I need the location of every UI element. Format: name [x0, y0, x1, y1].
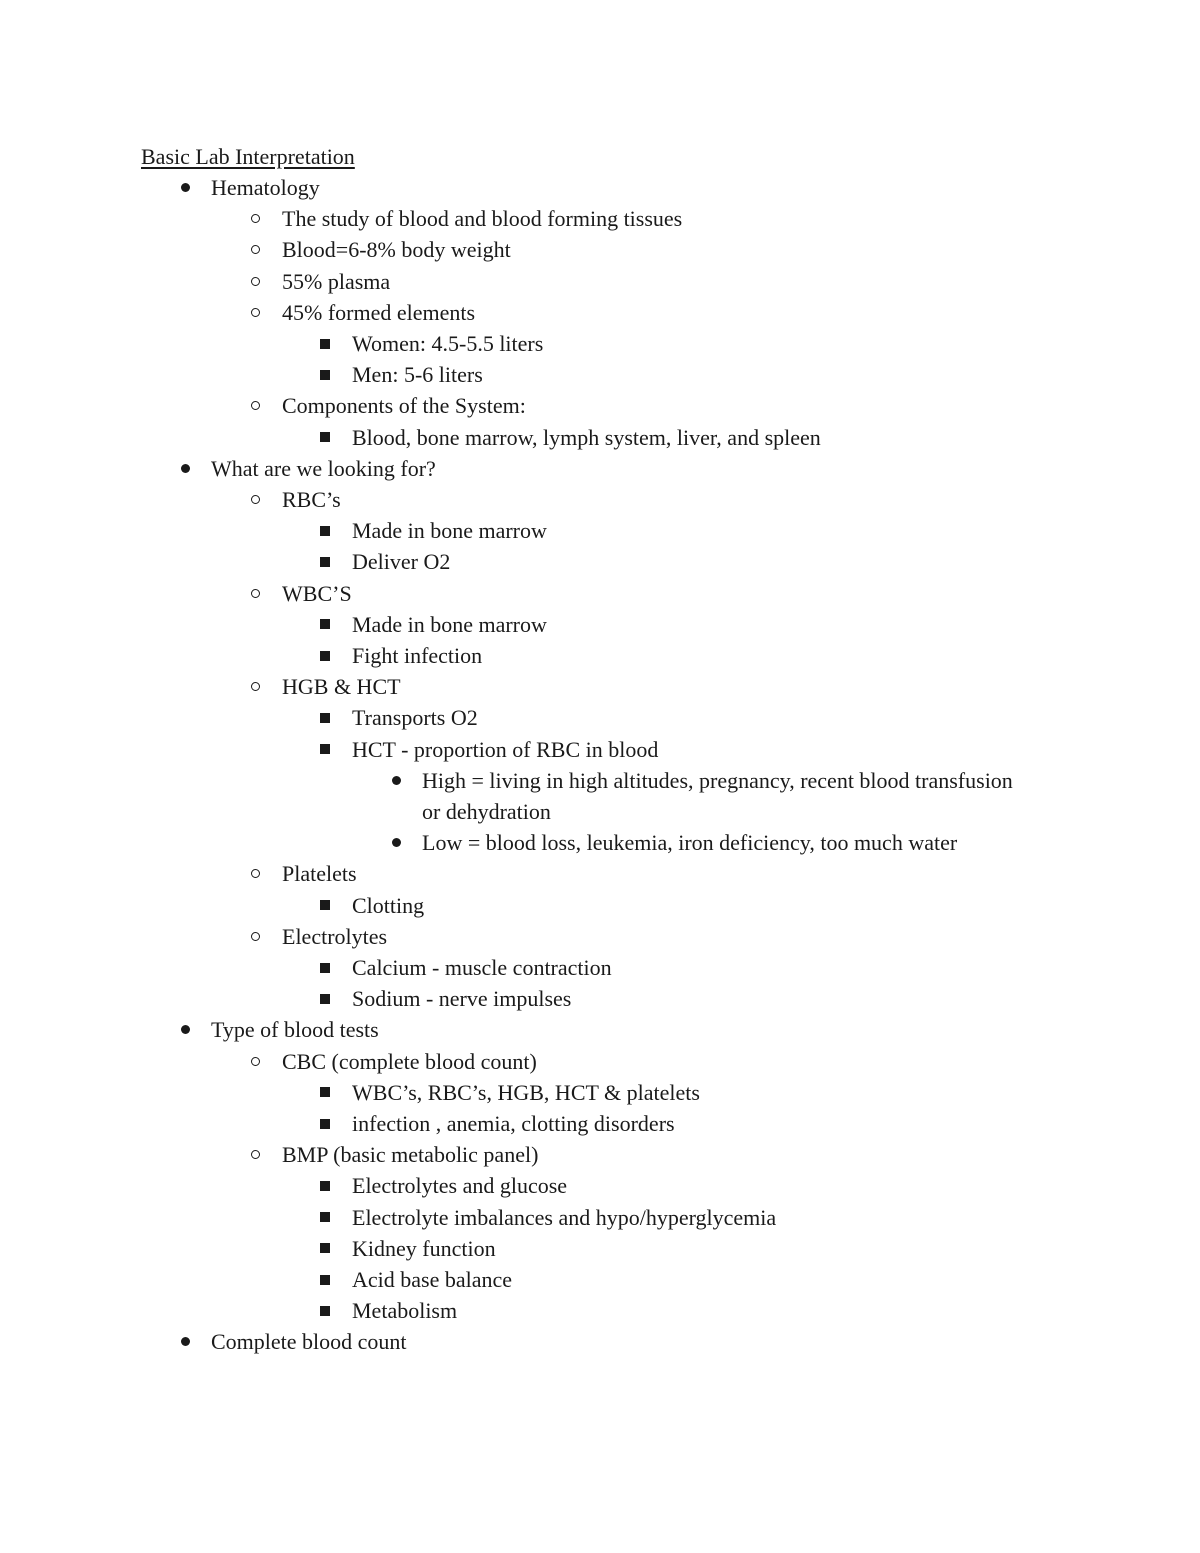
circle-bullet-icon — [243, 1139, 267, 1170]
square-bullet-icon — [313, 515, 337, 546]
square-bullet-icon — [313, 890, 337, 921]
outline-item-text: Complete blood count — [211, 1329, 407, 1355]
outline-item-text: Clotting — [352, 892, 425, 918]
circle-bullet-icon — [243, 1046, 267, 1077]
circle-bullet-icon — [243, 671, 267, 702]
outline-item-text: CBC (complete blood count) — [282, 1048, 537, 1074]
outline-item-text: Electrolytes — [282, 923, 388, 949]
circle-bullet-icon — [243, 203, 267, 234]
outline-item-text: Blood=6-8% body weight — [282, 237, 511, 263]
square-bullet-icon — [313, 422, 337, 453]
circle-bullet-icon — [243, 858, 267, 889]
circle-bullet-icon — [243, 921, 267, 952]
square-bullet-icon — [313, 609, 337, 640]
outline-item-text: 55% plasma — [282, 268, 391, 294]
square-bullet-icon — [313, 1233, 337, 1264]
outline-item-text: Calcium - muscle contraction — [352, 955, 612, 980]
outline-item-text: Type of blood tests — [211, 1017, 379, 1043]
circle-bullet-icon — [243, 234, 267, 265]
square-bullet-icon — [313, 1202, 337, 1233]
outline-item-text: WBC’s, RBC’s, HGB, HCT & platelets — [352, 1079, 700, 1105]
square-bullet-icon — [313, 1170, 337, 1201]
circle-bullet-icon — [243, 390, 267, 421]
square-bullet-icon — [313, 1108, 337, 1139]
square-bullet-icon — [313, 1264, 337, 1295]
square-bullet-icon — [313, 1077, 337, 1108]
square-bullet-icon — [313, 983, 337, 1014]
disc-bullet-icon — [173, 1014, 197, 1045]
outline-item-text: Components of the System: — [282, 393, 526, 419]
square-bullet-icon — [313, 952, 337, 983]
outline-item-text: infection , anemia, clotting disorders — [352, 1111, 675, 1136]
circle-bullet-icon — [243, 578, 267, 609]
outline-item-text: RBC’s — [282, 487, 341, 512]
outline-item-text: Electrolytes and glucose — [352, 1173, 568, 1199]
outline-item-text: Sodium - nerve impulses — [352, 986, 572, 1012]
square-bullet-icon — [313, 1295, 337, 1326]
disc-bullet-icon — [173, 1326, 197, 1357]
disc-bullet-icon — [384, 765, 408, 796]
outline-item-text: Metabolism — [352, 1298, 458, 1324]
outline-item-text: HGB & HCT — [282, 674, 401, 700]
outline-item-text: Blood, bone marrow, lymph system, liver, and spleen — [352, 424, 821, 450]
outline-item-text: Men: 5-6 liters — [352, 362, 483, 388]
document-title: Basic Lab Interpretation — [141, 144, 355, 169]
outline-item-text: Made in bone marrow — [352, 518, 547, 544]
square-bullet-icon — [313, 702, 337, 733]
disc-bullet-icon — [173, 453, 197, 484]
outline-item-text: Kidney function — [352, 1235, 496, 1261]
disc-bullet-icon — [384, 827, 408, 858]
circle-bullet-icon — [243, 266, 267, 297]
outline-item-text: Made in bone marrow — [352, 611, 547, 637]
square-bullet-icon — [313, 640, 337, 671]
outline-item-text: Electrolyte imbalances and hypo/hyperglycemia — [352, 1204, 777, 1230]
outline-item-text: Low = blood loss, leukemia, iron deficiency, too much water — [422, 830, 958, 856]
disc-bullet-icon — [173, 172, 197, 203]
square-bullet-icon — [313, 734, 337, 765]
outline-item-text: Women: 4.5-5.5 liters — [352, 331, 544, 356]
outline-item-text: Platelets — [282, 861, 357, 887]
square-bullet-icon — [313, 546, 337, 577]
outline-item-text: Transports O2 — [352, 705, 478, 731]
circle-bullet-icon — [243, 484, 267, 515]
circle-bullet-icon — [243, 297, 267, 328]
outline-item-text: Acid base balance — [352, 1267, 513, 1292]
outline-item-text: The study of blood and blood forming tissues — [282, 206, 683, 232]
outline-item-text: Deliver O2 — [352, 549, 451, 575]
outline-item-text: Hematology — [211, 175, 320, 200]
outline-item-text: BMP (basic metabolic panel) — [282, 1142, 539, 1168]
outline-item-text: or dehydration — [422, 799, 551, 824]
square-bullet-icon — [313, 359, 337, 390]
outline-item-text: HCT - proportion of RBC in blood — [352, 736, 659, 762]
outline-item-text: WBC’S — [282, 580, 352, 606]
outline-item-text: 45% formed elements — [282, 299, 476, 325]
outline-item-text: Fight infection — [352, 643, 483, 668]
square-bullet-icon — [313, 328, 337, 359]
outline-item-text: What are we looking for? — [211, 455, 436, 481]
outline-item-text: High = living in high altitudes, pregnancy, recent blood transfusion — [422, 767, 1013, 793]
